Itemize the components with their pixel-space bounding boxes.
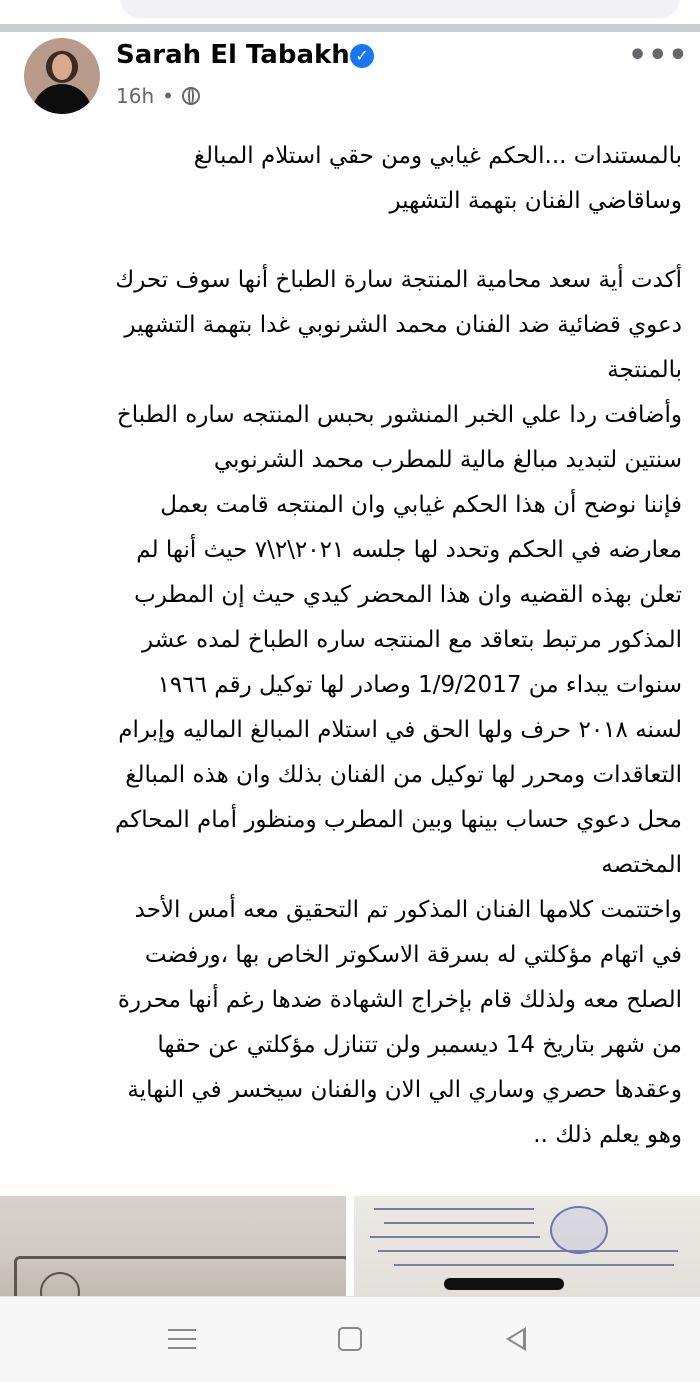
post-line: تعلن بهذه القضيه وان هذا المحضر كيدي حيث إن المطرب — [134, 582, 682, 608]
document-stamp — [550, 1206, 608, 1254]
post-line: معارضه في الحكم وتحدد لها جلسه ٢٠٢١\٢\٧ حيث أنها لم — [136, 537, 682, 563]
post-line: وأضافت ردا علي الخبر المنشور بحبس المنتجه ساره الطباخ — [116, 402, 682, 428]
photo-grid — [0, 1196, 700, 1296]
avatar-face — [52, 54, 72, 80]
meta-separator: • — [162, 84, 174, 108]
post-line: بالمنتجة — [607, 357, 682, 383]
post-line: فإننا نوضح أن هذا الحكم غيابي وان المنتجه قامت بعمل — [160, 492, 682, 518]
document-text-line — [374, 1208, 534, 1210]
author-name[interactable]: Sarah El Tabakh — [116, 40, 350, 70]
globe-icon[interactable] — [182, 87, 200, 105]
top-bar — [0, 0, 700, 24]
post-line: وعقدها حصري وساري الي الان والفنان سيخسر في النهاية — [127, 1077, 682, 1103]
post-line: محل دعوي حساب بينها وبين المطرب ومنظور أمام المحاكم — [114, 807, 682, 833]
avatar[interactable] — [24, 38, 100, 114]
recent-apps-icon[interactable] — [168, 1329, 196, 1349]
post-line: دعوي قضائية ضد الفنان محمد الشرنوبي غدا بتهمة التشهير — [124, 312, 682, 338]
post-line: لسنه ٢٠١٨ حرف ولها الحق في استلام المبالغ الماليه وإبرام — [118, 717, 682, 743]
post-line: بالمستندات ...الحكم غيابي ومن حقي استلام المبالغ — [193, 143, 682, 169]
search-bar[interactable] — [120, 0, 680, 18]
document-text-line — [384, 1222, 534, 1224]
paragraph-gap — [20, 224, 682, 258]
redaction-bar — [444, 1278, 564, 1290]
document-text-line — [378, 1250, 678, 1252]
post-text — [20, 134, 682, 1158]
more-options-icon[interactable]: ••• — [628, 38, 689, 73]
avatar-dress — [32, 84, 92, 114]
divider — [0, 24, 700, 32]
post-line: في اتهام مؤكلتي له بسرقة الاسكوتر الخاص بها ،ورفضت — [144, 942, 682, 968]
post-line: سنتين لتبديد مبالغ مالية للمطرب محمد الشرنوبي — [213, 447, 682, 473]
post-line: وساقاضي الفنان بتهمة التشهير — [389, 188, 682, 214]
document-photo-1[interactable] — [0, 1196, 346, 1296]
home-icon[interactable] — [338, 1327, 362, 1351]
post-time[interactable]: 16h — [116, 84, 155, 108]
post-line: واختتمت كلامها الفنان المذكور تم التحقيق معه أمس الأحد — [134, 897, 682, 923]
android-nav-bar — [0, 1296, 700, 1382]
document-photo-2[interactable] — [354, 1196, 700, 1296]
post-line: أكدت أية سعد محامية المنتجة سارة الطباخ أنها سوف تحرك — [115, 267, 682, 293]
back-icon[interactable] — [506, 1327, 526, 1351]
post-line: التعاقدات ومحرر لها توكيل من الفنان بذلك وان هذه المبالغ — [125, 762, 682, 788]
post-line: المذكور مرتبط بتعاقد مع المنتجه ساره الطباخ لمده عشر — [141, 627, 682, 653]
document-text-line — [370, 1236, 540, 1238]
post-line: من شهر بتاريخ 14 ديسمبر ولن تتنازل مؤكلتي عن حقها — [157, 1032, 682, 1058]
verified-badge-icon: ✓ — [350, 44, 374, 68]
post-line: وهو يعلم ذلك .. — [533, 1122, 682, 1148]
document-text-line — [394, 1264, 674, 1266]
post-line: سنوات يبداء من 1/9/2017 وصادر لها توكيل رقم ١٩٦٦ — [157, 672, 682, 698]
post-line: الصلح معه ولذلك قام بإخراج الشهادة ضدها رغم أنها محررة — [117, 987, 682, 1013]
post-line: المختصه — [601, 852, 682, 878]
post-meta — [116, 84, 200, 108]
